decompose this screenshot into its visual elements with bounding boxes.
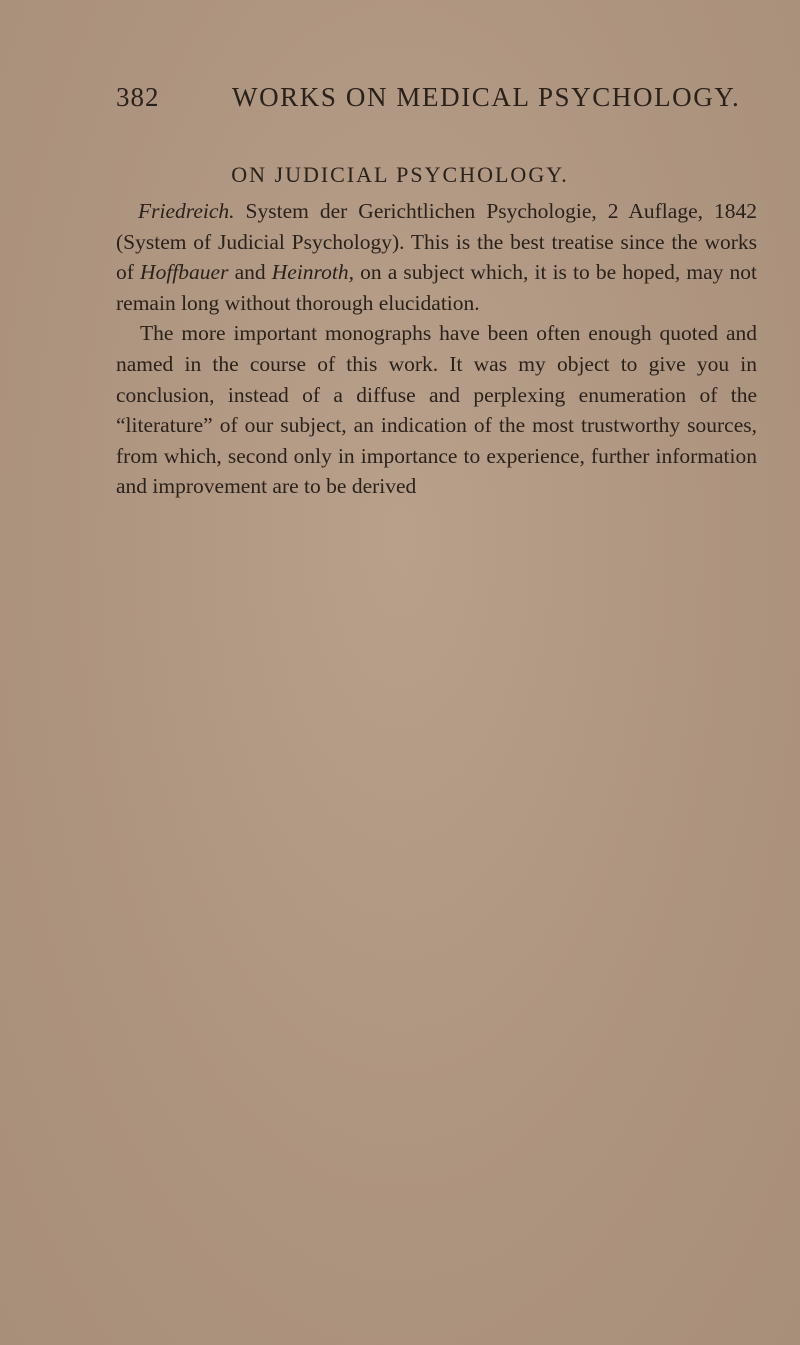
paragraph-text: and — [228, 260, 272, 285]
paragraph-text: on a subject which, it is to be hoped, may not remain long without thorough elucidation. — [116, 260, 757, 315]
author-name: Hoffbauer — [140, 260, 229, 285]
paragraph-friedreich — [116, 196, 757, 318]
paragraph-conclusion: The more important monographs have been often enough quoted and named in the course of this work. It was my object to give you in conclusion, instead of a diffuse and perplexing enumeration of the “literature” of our subject, an indication of the most trustworthy sources, from which, second only in importance to experience, further information and improvement are to be derived — [116, 321, 757, 499]
author-name: Heinroth, — [271, 260, 354, 285]
running-title: WORKS ON MEDICAL PSYCHOLOGY. — [232, 82, 741, 112]
section-heading: ON JUDICIAL PSYCHOLOGY. — [231, 162, 569, 187]
page-number: 382 — [116, 82, 160, 112]
author-name: Friedreich. — [138, 199, 235, 223]
paragraph-text: System der Gerichtlichen Psychologie, 2 Auflage, 1842 (System of Judicial Psychology). This is the best treatise since the works of — [116, 199, 757, 285]
running-head — [116, 82, 756, 122]
body-text — [116, 196, 757, 502]
